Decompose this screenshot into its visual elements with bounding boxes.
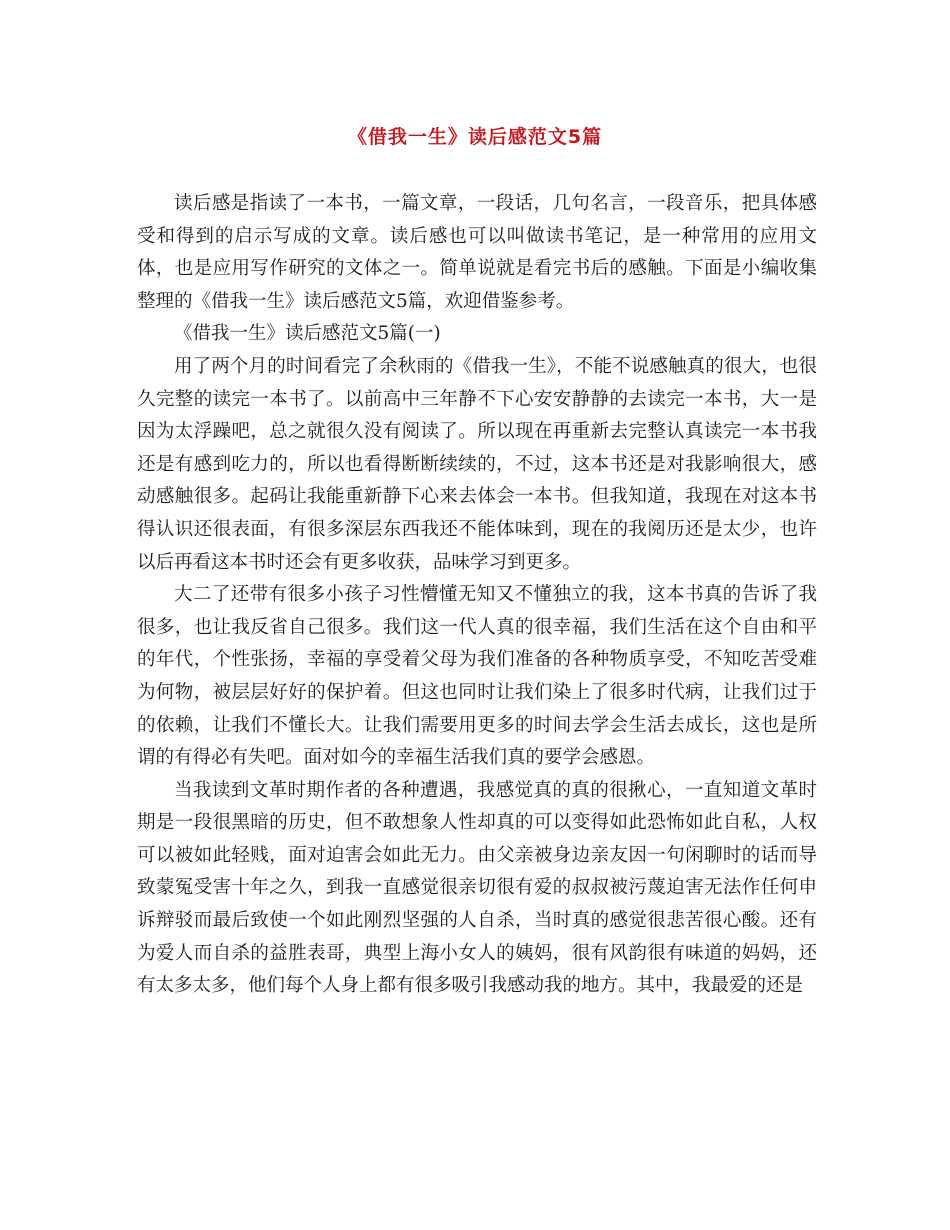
paragraph: 用了两个月的时间看完了余秋雨的《借我一生》，不能不说感触真的很大，也很久完整的读完一本书了。以前高中三年静不下心安安静静的去读完一本书，大一是因为太浮躁吧，总之就很久没有阅读了。所以现在再重新去完整认真读完一本书我还是有感到吃力的，所以也看得断断续续的，不过，这本书还是对我影响很大，感动感触很多。起码让我能重新静下心来去体会一本书。但我知道，我现在对这本书得认识还很表面，有很多深层东西我还不能体味到，现在的我阅历还是太少，也许以后再看这本书时还会有更多收获，品味学习到更多。	[137, 355, 817, 573]
paragraph-intro: 读后感是指读了一本书，一篇文章，一段话，几句名言，一段音乐，把具体感受和得到的启示写成的文章。读后感也可以叫做读书笔记，是一种常用的应用文体，也是应用写作研究的文体之一。简单说就是看完书后的感触。下面是小编收集整理的《借我一生》读后感范文5篇，欢迎借鉴参考。	[137, 193, 817, 312]
document-body	[137, 188, 817, 1003]
document-title: 《借我一生》读后感范文5篇	[347, 126, 603, 148]
paragraph: 当我读到文革时期作者的各种遭遇，我感觉真的真的很揪心，一直知道文革时期是一段很黑暗的历史，但不敢想象人性却真的可以变得如此恐怖如此自私，人权可以被如此轻贱，面对迫害会如此无力。由父亲被身边亲友因一句闲聊时的话而导致蒙冤受害十年之久，到我一直感觉很亲切很有爱的叔叔被污蔑迫害无法作任何申诉辩驳而最后致使一个如此刚烈坚强的人自杀，当时真的感觉很悲苦很心酸。还有为爱人而自杀的益胜表哥，典型上海小女人的姨妈，很有风韵很有味道的妈妈，还有太多太多，他们每个人身上都有很多吸引我感动我的地方。其中，我最爱的还是	[137, 779, 817, 997]
section-heading: 《借我一生》读后感范文5篇(一)	[174, 323, 441, 345]
paragraph: 大二了还带有很多小孩子习性懵懂无知又不懂独立的我，这本书真的告诉了我很多，也让我反省自己很多。我们这一代人真的很幸福，我们生活在这个自由和平的年代，个性张扬，幸福的享受着父母为我们准备的各种物质享受，不知吃苦受难为何物，被层层好好的保护着。但这也同时让我们染上了很多时代病，让我们过于的依赖，让我们不懂长大。让我们需要用更多的时间去学会生活去成长，这也是所谓的有得必有失吧。面对如今的幸福生活我们真的要学会感恩。	[137, 584, 817, 769]
